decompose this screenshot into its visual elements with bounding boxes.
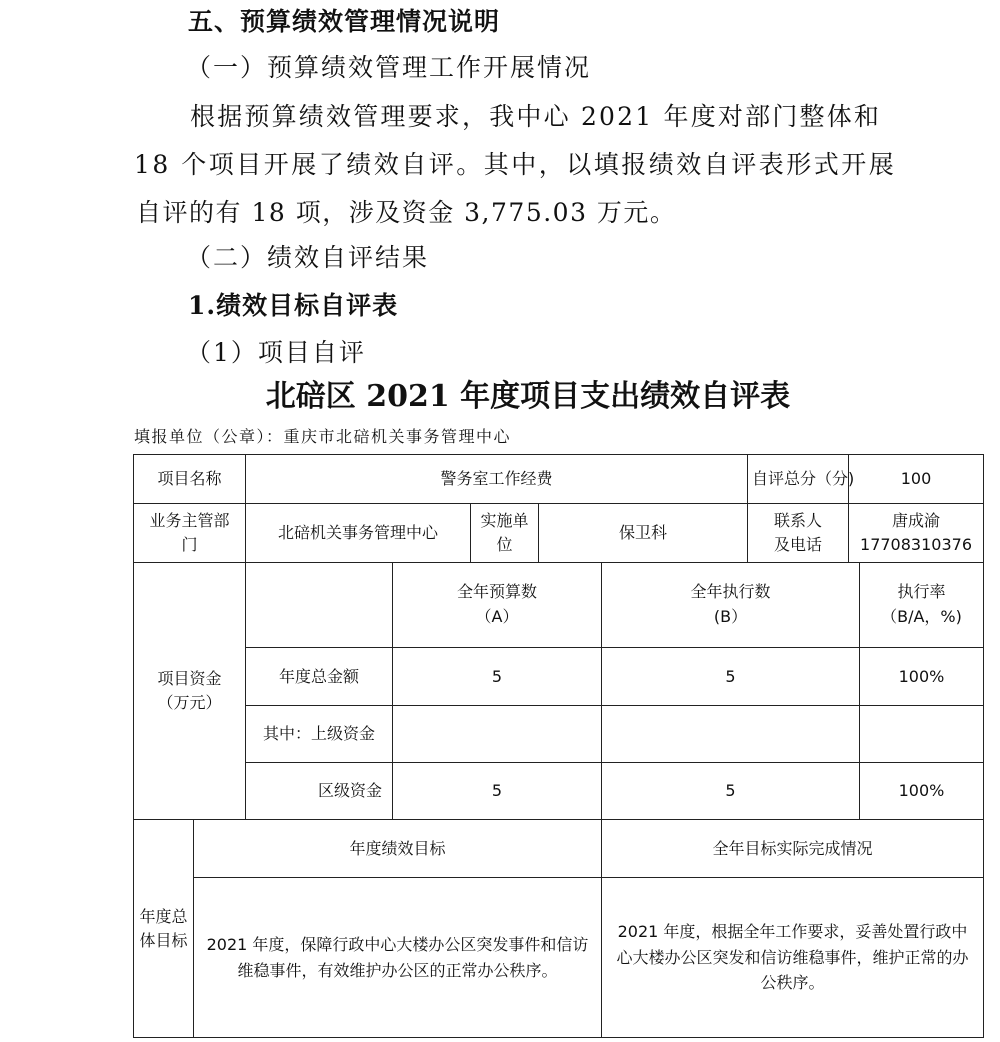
funds-blank-header — [246, 563, 393, 648]
actual-text: 2021 年度，根据全年工作要求，妥善处置行政中心大楼办公区突发和信访维稳事件，维护正常的办公秩序。 — [602, 878, 984, 1038]
subsection-title-4: （1）项目自评 — [186, 338, 366, 367]
funds-row-exec: 5 — [602, 763, 860, 820]
exec-header: 全年执行数 (B） — [602, 563, 860, 648]
funds-row-label: 其中：上级资金 — [246, 706, 393, 763]
funds-row-exec — [602, 706, 860, 763]
score-label: 自评总分（分) — [748, 455, 849, 504]
section-title: 五、预算绩效管理情况说明 — [188, 7, 501, 36]
impl-value: 保卫科 — [539, 504, 748, 563]
subsection-title-2: （二）绩效自评结果 — [186, 243, 430, 272]
fill-unit: 填报单位（公章）：重庆市北碚机关事务管理中心 — [134, 427, 512, 446]
funds-row-label: 年度总金额 — [246, 648, 393, 706]
goal-header: 年度绩效目标 — [194, 820, 602, 878]
impl-label: 实施单 位 — [471, 504, 539, 563]
contact-label: 联系人 及电话 — [748, 504, 849, 563]
funds-row-rate — [860, 706, 984, 763]
subsection-title-1: （一）预算绩效管理工作开展情况 — [186, 53, 592, 82]
funds-row-budget — [393, 706, 602, 763]
actual-header: 全年目标实际完成情况 — [602, 820, 984, 878]
paragraph-line-3: 自评的有 18 项，涉及资金 3,775.03 万元。 — [136, 198, 677, 227]
funds-row-label: 区级资金 — [246, 763, 393, 820]
rate-header: 执行率 （B/A，%) — [860, 563, 984, 648]
project-name-label: 项目名称 — [134, 455, 246, 504]
goals-table — [133, 819, 984, 1038]
dept-label: 业务主管部 门 — [134, 504, 246, 563]
budget-header: 全年预算数 （A） — [393, 563, 602, 648]
funds-row-budget: 5 — [393, 763, 602, 820]
paragraph-line-2: 18 个项目开展了绩效自评。其中，以填报绩效自评表形式开展 — [134, 150, 897, 179]
score-value: 100 — [849, 455, 984, 504]
goal-label: 年度总 体目标 — [134, 820, 194, 1038]
funds-row-exec: 5 — [602, 648, 860, 706]
funds-row-rate: 100% — [860, 648, 984, 706]
funds-row-rate: 100% — [860, 763, 984, 820]
table-title: 北碚区 2021 年度项目支出绩效自评表 — [265, 379, 791, 414]
dept-value: 北碚机关事务管理中心 — [246, 504, 471, 563]
funds-table — [133, 562, 984, 820]
paragraph-line-1: 根据预算绩效管理要求，我中心 2021 年度对部门整体和 — [190, 102, 882, 131]
contact-value: 唐成渝 17708310376 — [849, 504, 984, 563]
funds-label: 项目资金 （万元） — [134, 563, 246, 820]
funds-row-budget: 5 — [393, 648, 602, 706]
goal-text: 2021 年度，保障行政中心大楼办公区突发事件和信访维稳事件，有效维护办公区的正常办公秩序。 — [194, 878, 602, 1038]
project-info-table — [133, 454, 984, 563]
subsection-title-3: 1.绩效目标自评表 — [188, 291, 399, 320]
project-name-value: 警务室工作经费 — [246, 455, 748, 504]
